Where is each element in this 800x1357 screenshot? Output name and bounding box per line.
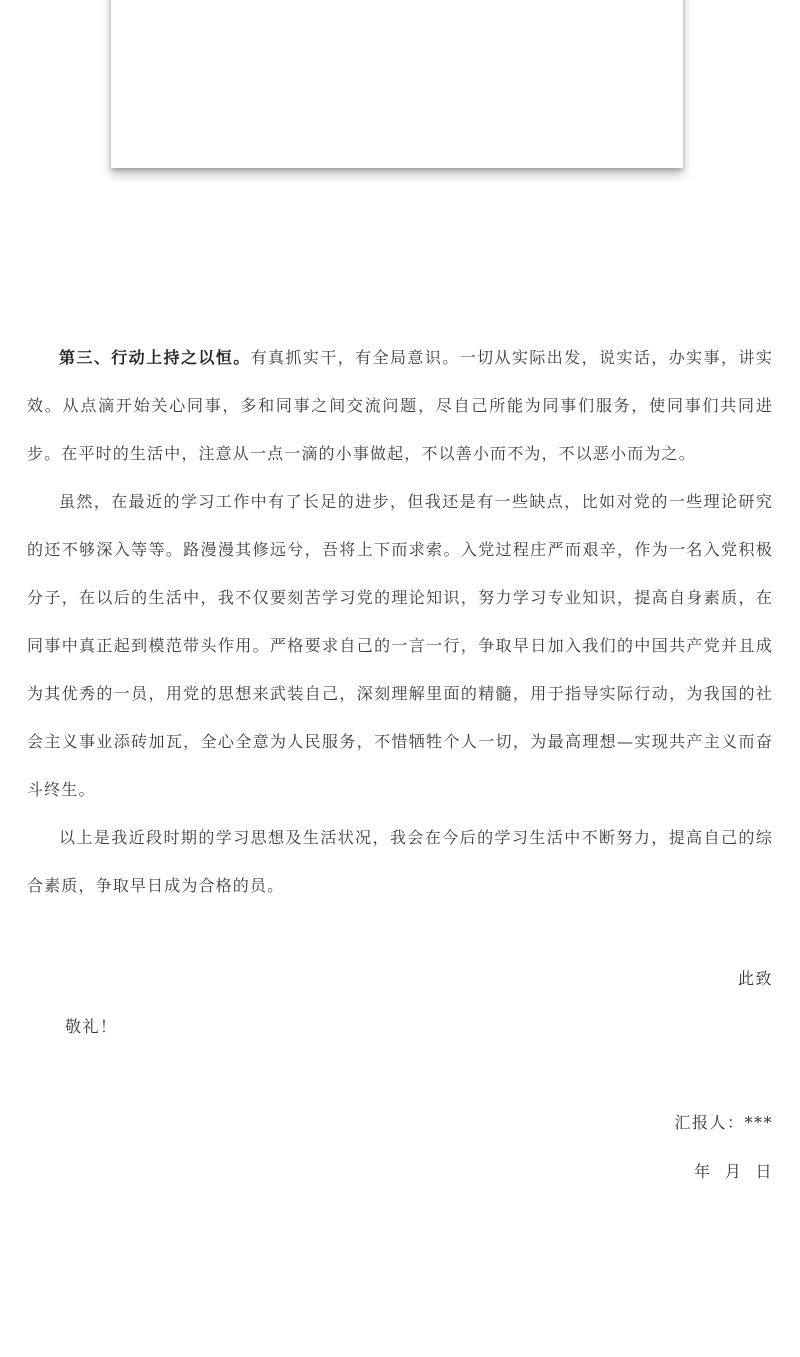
paragraph-text: 有真抓实干，有全局意识。一切从实际出发，说实话，办实事，讲实效。从点滴开始关心同事，多和同事之间交流问题，尽自己所能为同事们服务，使同事们共同进步。在平时的生活中，注意从一点一滴的小事做起，不以善小而不为，不以恶小而为之。 [27, 348, 773, 463]
date-line: 年 月 日 [694, 1162, 773, 1181]
paragraph-text: 以上是我近段时期的学习思想及生活状况，我会在今后的学习生活中不断努力，提高自己的综合素质，争取早日成为合格的员。 [27, 828, 773, 895]
letter-body [27, 334, 773, 910]
salutation: 敬礼！ [65, 1017, 118, 1036]
paragraph-text: 虽然，在最近的学习工作中有了长足的进步，但我还是有一些缺点，比如对党的一些理论研究的还不够深入等等。路漫漫其修远兮，吾将上下而求索。入党过程庄严而艰辛，作为一名入党积极分子，在以后的生活中，我不仅要刻苦学习党的理论知识，努力学习专业知识，提高自身素质，在同事中真正起到模范带头作用。严格要求自己的一言一行，争取早日加入我们的中国共产党并且成为其优秀的一员，用党的思想来武装自己，深刻理解里面的精髓，用于指导实际行动，为我国的社会主义事业添砖加瓦，全心全意为人民服务，不惜牺牲个人一切，为最高理想—实现共产主义而奋斗终生。 [27, 492, 773, 799]
paragraph-summary [27, 814, 773, 910]
paragraph-action-perseverance [27, 334, 773, 478]
paragraph-lead-heading: 第三、行动上持之以恒。 [59, 348, 251, 367]
signature-line: 汇报人：*** [674, 1113, 773, 1132]
closing-phrase: 此致 [737, 969, 773, 988]
paragraph-shortcomings-goals [27, 478, 773, 814]
document-preview-card [111, 0, 683, 168]
